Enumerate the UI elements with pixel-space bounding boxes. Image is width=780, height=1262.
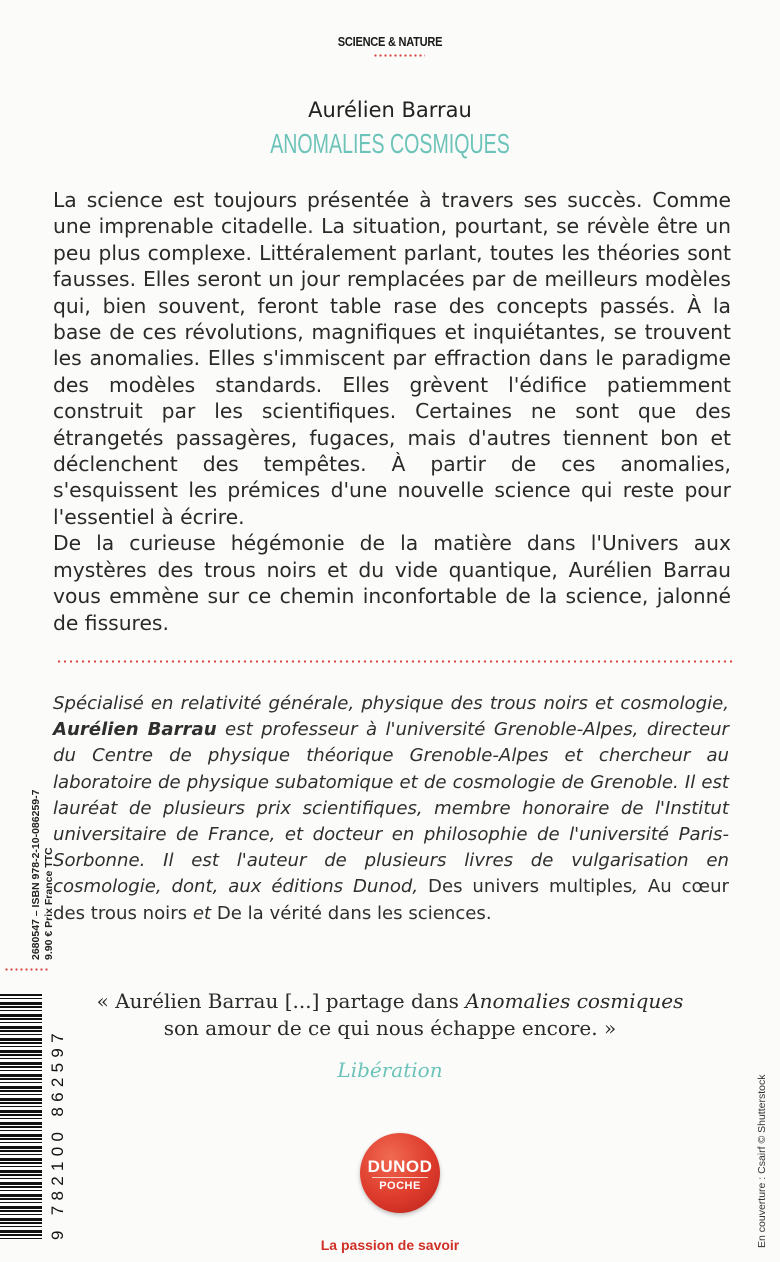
quote-book-title: Anomalies cosmiques (465, 989, 684, 1013)
bio-sep-1: , (632, 876, 648, 898)
dotted-divider-side (4, 968, 48, 971)
publisher-slogan: La passion de savoir (320, 1237, 460, 1253)
isbn-line: 2680547 – ISBN 978-2-10-086259-7 (30, 789, 42, 960)
logo-divider (372, 1177, 428, 1178)
bio-book-1: Des univers multiples (428, 876, 633, 898)
quote-source: Libération (337, 1058, 443, 1082)
blurb-paragraph-1: La science est toujours présentée à travers ses succès. Comme une imprenable citadelle. La situation, pourtant, se révèle être un peu plus complexe. Littéralement parlant, toutes les théories sont fausses. Elles seront un jour remplacées par de meilleurs modèles qui, bien souvent, feront table rase des concepts passés. À la base de ces révolutions, magnifiques et inquiétantes, se trouvent les anomalies. Elles s'immiscent par effraction dans le paradigme des modèles standards. Elles grèvent l'édifice patiemment construit par les scientifiques. Certaines ne sont que des étrangetés passagères, fugaces, mais d'autres tiennent bon et déclenchent des tempêtes. À partir de ces anomalies, s'esquissent les prémices d'une nouvelle science qui reste pour l'essentiel à écrire. (53, 188, 731, 529)
author-name: Aurélien Barrau (308, 98, 472, 122)
press-quote (80, 988, 700, 1042)
barcode-digits: 9 782100 862597 (48, 1028, 67, 1240)
price-line: 9.90 € Prix France TTC (43, 847, 55, 960)
blurb-paragraph-2: De la curieuse hégémonie de la matière dans l'Univers aux mystères des trous noirs et du vide quantique, Aurélien Barrau vous emmène sur ce chemin inconfortable de la science, jalonné de fissures. (53, 531, 731, 635)
cover-credit: En couverture : Csairf © Shutterstock (756, 1074, 768, 1248)
bio-book-3: De la vérité dans les sciences (216, 902, 486, 924)
bio-text-1: Spécialisé en relativité générale, physique des trous noirs et cosmologie, (53, 693, 729, 714)
book-title: ANOMALIES COSMIQUES (270, 128, 510, 159)
bio-author-name: Aurélien Barrau (53, 719, 217, 741)
isbn-price-block (30, 720, 56, 960)
quote-close: son amour de ce qui nous échappe encore. » (163, 1016, 617, 1040)
blurb-text (53, 187, 731, 636)
barcode (0, 994, 44, 1239)
bio-sep-2: et (187, 902, 217, 924)
dotted-divider-top (373, 54, 425, 57)
collection-label: SCIENCE & NATURE (337, 34, 443, 49)
dunod-poche-logo (360, 1133, 440, 1213)
bio-text-2: est professeur à l'université Grenoble-Alpes, directeur du Centre de physique théorique Grenoble-Alpes et chercheur au laboratoire de physique subatomique et de cosmologie de Grenoble. Il est lauréat de plusieurs prix scientifiques, membre honoraire de l'Institut universitaire de France, et docteur en philosophie de l'université Paris-Sorbonne. Il est l'auteur de plusieurs livres de vulgarisation en cosmologie, dont, aux éditions Dunod, (53, 719, 729, 898)
bio-end: . (485, 902, 492, 924)
quote-open: « Aurélien Barrau [...] partage dans (96, 989, 466, 1013)
bio-book-2: Au cœur des trous noirs (53, 876, 729, 924)
author-bio (53, 691, 729, 927)
dotted-divider-middle (56, 660, 732, 663)
logo-brand: DUNOD (367, 1157, 433, 1176)
logo-sub: POCHE (379, 1180, 421, 1192)
